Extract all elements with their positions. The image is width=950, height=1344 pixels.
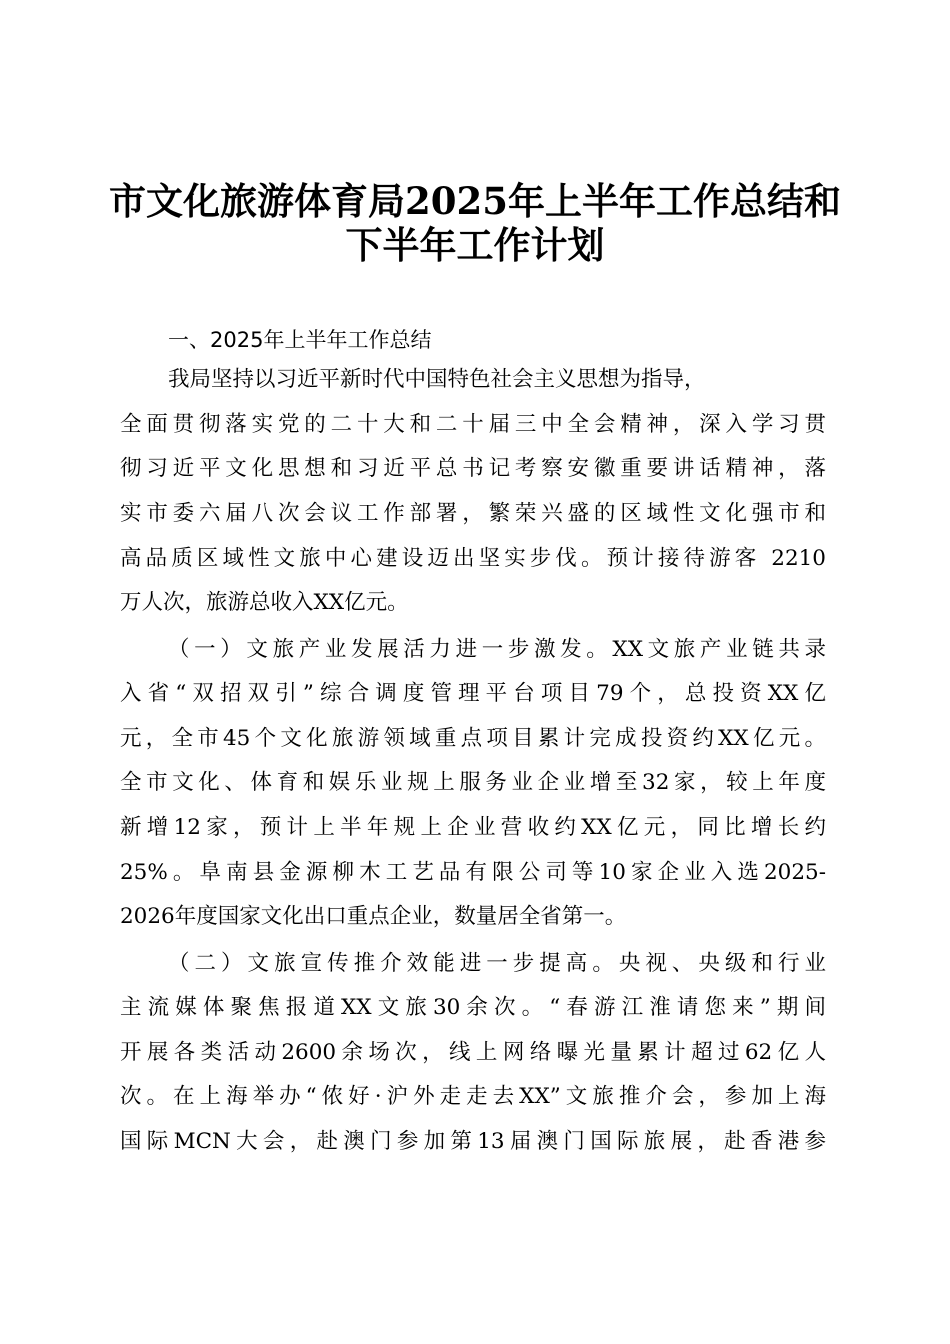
paragraph-line: 万人次，旅游总收入XX亿元。: [120, 590, 409, 615]
paragraph-line: 全市文化、体育和娱乐业规上服务业企业增至32家，较上年度: [120, 770, 826, 795]
paragraph-line: 25%。阜南县金源柳木工艺品有限公司等10家企业入选2025-: [120, 860, 826, 885]
paragraph-line: 我局坚持以习近平新时代中国特色社会主义思想为指导，: [168, 367, 706, 392]
paragraph-line: 主流媒体聚焦报道XX文旅30余次。“春游江淮请您来”期间: [120, 995, 826, 1020]
paragraph-line: 全面贯彻落实党的二十大和二十届三中全会精神，深入学习贯: [120, 412, 826, 437]
paragraph-line: （二）文旅宣传推介效能进一步提高。央视、央级和行业: [168, 951, 826, 976]
paragraph-line: 高品质区域性文旅中心建设迈出坚实步伐。预计接待游客 2210: [120, 546, 826, 571]
paragraph-line: 次。在上海举办“侬好·沪外走走去XX”文旅推介会，参加上海: [120, 1084, 826, 1109]
paragraph-line: 新增12家，预计上半年规上企业营收约XX亿元，同比增长约: [120, 815, 826, 840]
section-heading: 一、2025年上半年工作总结: [168, 328, 432, 352]
document-title-line-2: 下半年工作计划: [345, 223, 605, 267]
paragraph-line: 彻习近平文化思想和习近平总书记考察安徽重要讲话精神，落: [120, 456, 826, 481]
paragraph-line: （一）文旅产业发展活力进一步激发。XX文旅产业链共录: [168, 637, 826, 662]
paragraph-line: 2026年度国家文化出口重点企业，数量居全省第一。: [120, 904, 627, 929]
document-title-line-1: 市文化旅游体育局2025年上半年工作总结和: [109, 179, 841, 223]
paragraph-line: 入省“双招双引”综合调度管理平台项目79个，总投资XX亿: [120, 681, 826, 706]
paragraph-line: 元，全市45个文化旅游领域重点项目累计完成投资约XX亿元。: [120, 726, 826, 751]
paragraph-line: 实市委六届八次会议工作部署，繁荣兴盛的区域性文化强市和: [120, 501, 826, 526]
paragraph-line: 国际MCN大会，赴澳门参加第13届澳门国际旅展，赴香港参: [120, 1129, 826, 1154]
paragraph-line: 开展各类活动2600余场次，线上网络曝光量累计超过62亿人: [120, 1040, 826, 1065]
